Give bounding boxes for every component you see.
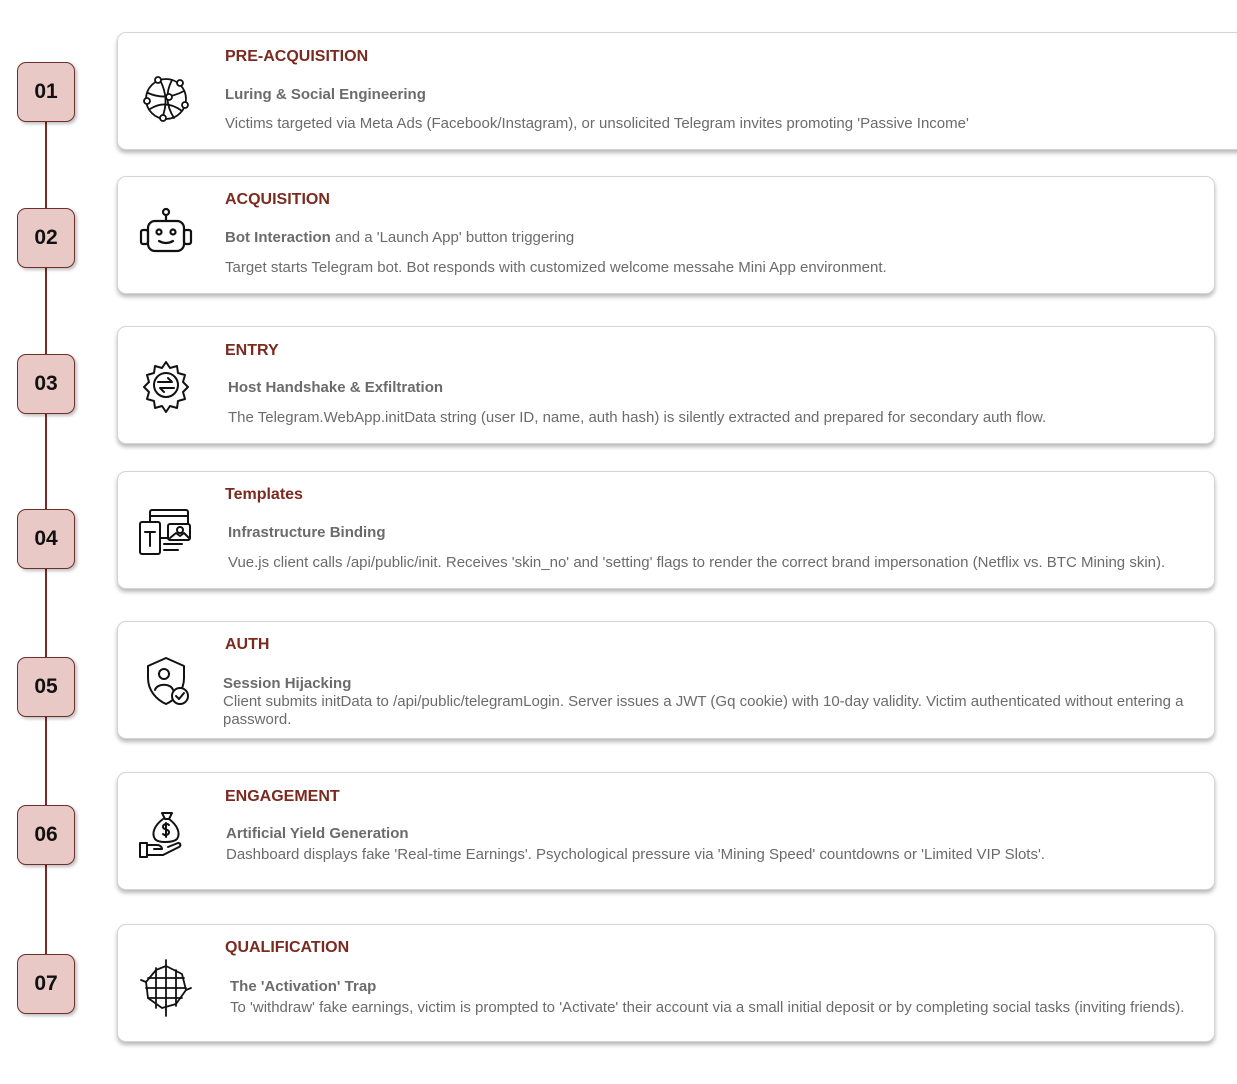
step-title: ACQUISITION	[225, 191, 330, 208]
step-subtitle	[226, 825, 409, 842]
robot-icon	[136, 203, 196, 263]
step-subtitle-bold: Infrastructure Binding	[228, 524, 386, 541]
user-shield-check-icon	[136, 652, 196, 712]
step-subtitle	[225, 86, 426, 103]
template-devices-icon	[136, 502, 196, 562]
gear-exchange-icon	[136, 354, 196, 414]
step-description: Target starts Telegram bot. Bot responds with customized welcome messahe Mini App environment.	[225, 259, 887, 276]
step-subtitle-bold: Bot Interaction	[225, 229, 331, 246]
step-card	[117, 621, 1215, 739]
step-subtitle-bold: The 'Activation' Trap	[230, 978, 377, 995]
step-card	[117, 924, 1215, 1042]
step-subtitle-bold: Luring & Social Engineering	[225, 86, 426, 103]
step-number-badge: 04	[17, 509, 75, 569]
globe-network-icon	[136, 69, 196, 129]
step-description: Victims targeted via Meta Ads (Facebook/Instagram), or unsolicited Telegram invites promoting 'Passive Income'	[225, 115, 969, 132]
step-description: Dashboard displays fake 'Real-time Earnings'. Psychological pressure via 'Mining Speed' countdowns or 'Limited VIP Slots'.	[226, 846, 1045, 863]
step-title: ENGAGEMENT	[225, 788, 340, 805]
step-subtitle	[228, 524, 386, 541]
step-subtitle-bold: Host Handshake & Exfiltration	[228, 379, 444, 396]
money-bag-hand-icon	[136, 805, 196, 865]
step-subtitle-bold: Session Hijacking	[223, 675, 352, 692]
step-card	[117, 772, 1215, 890]
step-card	[117, 326, 1215, 444]
step-title: QUALIFICATION	[225, 939, 350, 956]
step-subtitle-bold: Artificial Yield Generation	[226, 825, 409, 842]
step-subtitle-rest: and a 'Launch App' button triggering	[330, 229, 575, 246]
step-number-badge: 01	[17, 62, 75, 122]
step-description: To 'withdraw' fake earnings, victim is prompted to 'Activate' their account via a small initial deposit or by completing social tasks (inviting friends).	[230, 999, 1185, 1016]
step-description: Client submits initData to /api/public/telegramLogin. Server issues a JWT (Gq cookie) with 10-day validity. Victim authenticated without entering a password.	[223, 693, 1184, 728]
step-number-badge: 02	[17, 208, 75, 268]
step-title: AUTH	[225, 636, 270, 653]
step-subtitle	[225, 229, 574, 246]
step-card	[117, 176, 1215, 294]
step-title: PRE-ACQUISITION	[225, 48, 369, 65]
step-description: The Telegram.WebApp.initData string (user ID, name, auth hash) is silently extracted and prepared for secondary auth flow.	[228, 409, 1047, 426]
step-number-badge: 06	[17, 805, 75, 865]
step-subtitle	[228, 379, 443, 396]
step-title: ENTRY	[225, 342, 279, 359]
step-card	[117, 471, 1215, 589]
step-number-badge: 05	[17, 657, 75, 717]
step-title: Templates	[225, 486, 303, 503]
net-trap-icon	[136, 958, 196, 1018]
step-card	[117, 32, 1237, 150]
step-number-badge: 03	[17, 354, 75, 414]
step-subtitle	[230, 978, 376, 995]
step-subtitle	[223, 675, 351, 692]
step-description: Vue.js client calls /api/public/init. Receives 'skin_no' and 'setting' flags to render the correct brand impersonation (Netflix vs. BTC Mining skin).	[228, 554, 1166, 571]
step-number-badge: 07	[17, 954, 75, 1014]
